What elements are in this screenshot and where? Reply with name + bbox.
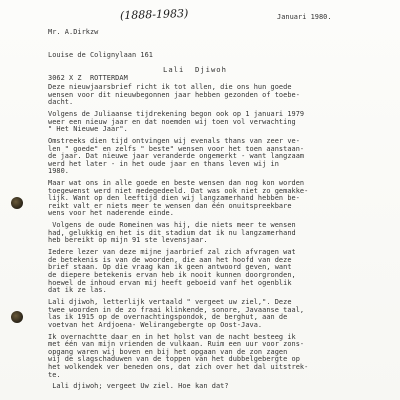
sender-name: Mr. A.Dirkzw (48, 28, 99, 37)
text-line: Volgens de Juliaanse tijdrekening begon ook op 1 januari 1979 (48, 109, 305, 118)
text-line: hoewel de inhoud ervan mij heeft geboeid vanf het ogenblik (48, 278, 292, 287)
text-line: brief staan. Op die vraag kan ik geen antwoord geven, want (48, 263, 292, 272)
letter-date: Januari 1980. (277, 13, 332, 21)
text-line: te. (48, 370, 61, 379)
text-line: wensen voor dit nieuwbegonnen jaar hebben gezonden of toebe- (48, 90, 300, 99)
paragraph (48, 111, 393, 134)
text-line: dat ik ze las. (48, 286, 107, 295)
letter-title: Lali Djiwoh (163, 65, 227, 74)
text-line: Maar wat ons in alle goede en beste wensen dan nog kon worden (48, 179, 305, 188)
text-line: wij de slagschaduwen van de toppen van het dubbelgebergte op (48, 355, 300, 364)
text-line: 1980. (48, 167, 69, 176)
text-line: Ik overnachtte daar en in het holst van de nacht besteeg ik (48, 332, 296, 341)
punch-hole (11, 197, 23, 209)
text-line: " Het Nieuwe Jaar". (48, 125, 128, 134)
text-line: wens voor het naderende einde. (48, 209, 174, 218)
text-line: de jaar. Dat nieuwe jaar veranderde ongemerkt - want langzaam (48, 152, 305, 161)
paragraph (48, 180, 393, 218)
text-line: voetvan het Ardjoena- Welirangebergte op Oost-Java. (48, 320, 263, 329)
paragraph (48, 383, 393, 391)
text-line: had, gelukkig en het is dit stadium dat ik nu langzamerhand (48, 228, 296, 237)
text-line: de diepere betekenis ervan heb ik nooit kunnen doorgronden, (48, 271, 296, 279)
text-line: werd het later - in het oude jaar en thans leven wij in (48, 159, 279, 168)
text-line: toegewenst werd niet medegedeeld. Dat was ook niet zo gemakke- (48, 186, 309, 195)
paragraph (48, 249, 393, 295)
text-line: reikt valt er niets meer te wensen dan één onuitspreekbare (48, 201, 292, 210)
text-line: de betekenis is van de woorden, die aan het hoofd van deze (48, 255, 292, 264)
sender-city: 3062 X Z ROTTERDAM (48, 73, 128, 82)
text-line: met één van mijn vrienden de vulkaan. Ruim een uur voor zons- (48, 340, 305, 349)
text-line: las ik 1915 op de overnachtingspondok, de berghut, aan de (48, 313, 288, 322)
text-line: Volgens de oude Romeinen was hij, die niets meer te wensen (48, 221, 296, 230)
sender-street: Louise de Colignylaan 161 (48, 50, 153, 59)
text-line: opgang waren wij boven en bij het opgaan van de zon zagen (48, 347, 288, 356)
paragraph (48, 84, 393, 107)
paragraph (48, 138, 393, 176)
text-line: Omstreeks dien tijd ontvingen wij evenals thans van zeer ve- (48, 136, 300, 145)
paragraph (48, 299, 393, 329)
text-line: twee woorden in de zo fraai klinkende, sonore, Javaanse taal, (48, 305, 305, 314)
text-line: dacht. (48, 98, 74, 107)
text-line: Iedere lezer van deze mijne jaarbrief zal zich afvragen wat (48, 248, 296, 257)
text-line: weer een nieuw jaar en dat noemden wij toen vol verwachting (48, 117, 296, 126)
paragraph (48, 334, 393, 380)
text-line: lijk. Want op den leeftijd dien wij langzamerhand hebben be- (48, 194, 300, 203)
handwritten-annotation: (1888-1983) (119, 6, 189, 23)
text-line: het wolkendek ver beneden ons, dat zich over het dal uitstrek- (48, 362, 309, 371)
text-line: Lali djiwoh, letterlijk vertaald " vergeet uw ziel,". Deze (48, 297, 292, 306)
text-line: Lali djiwoh; vergeet Uw ziel. Hoe kan dat? (48, 382, 229, 391)
letter-body (48, 84, 393, 395)
punch-hole (11, 311, 23, 323)
text-line: heb bereikt op mijn 91 ste levensjaar. (48, 236, 208, 245)
text-line: len " goede" en zelfs " beste" wensen voor het toen aanstaan- (48, 144, 305, 153)
text-line: Deze nieuwjaarsbrief richt ik tot allen, die ons hun goede (48, 83, 292, 91)
paragraph (48, 222, 393, 245)
